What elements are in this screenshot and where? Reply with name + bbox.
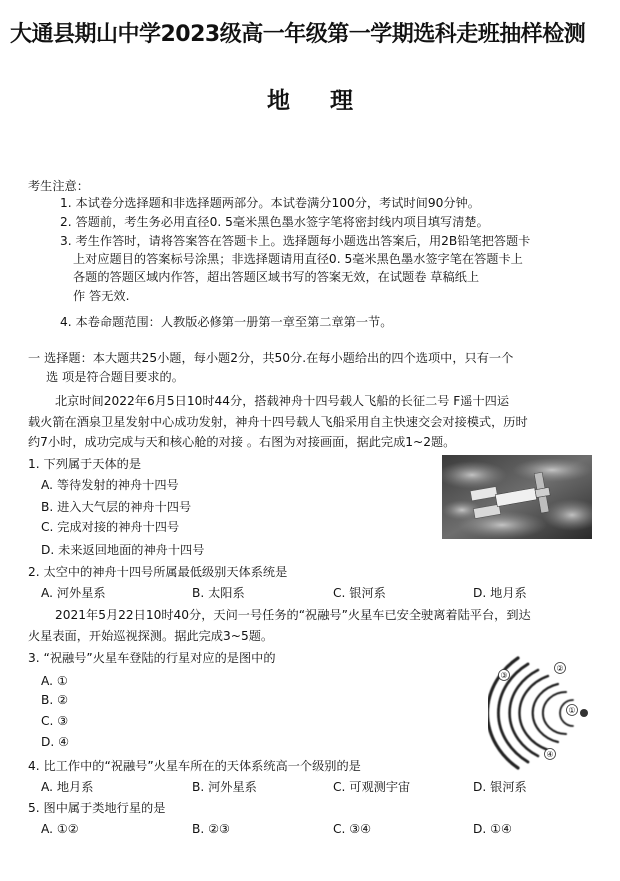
section-heading-cont: 选 项是符合题目要求的。 xyxy=(46,370,184,384)
orbit-label: ④ xyxy=(546,750,554,759)
solar-system-orbit-figure xyxy=(488,650,598,776)
question-stem: 4. 比工作中的“祝融号”火星车所在的天体系统高一个级别的是 xyxy=(28,759,361,773)
answer-option: A. 地月系 xyxy=(41,780,94,794)
orbit-label: ① xyxy=(568,706,576,715)
answer-option: D. 未来返回地面的神舟十四号 xyxy=(41,543,205,557)
notice-item: 各题的答题区域内作答，超出答题区域书写的答案无效，在试题卷 草稿纸上 xyxy=(73,270,480,284)
orbit-label: ③ xyxy=(500,671,508,680)
exam-title: 大通县期山中学2023级高一年级第一学期选科走班抽样检测 xyxy=(10,22,586,47)
answer-option: D. 地月系 xyxy=(473,586,527,600)
passage-line: 载火箭在酒泉卫星发射中心成功发射，神舟十四号载人飞船采用自主快速交会对接模式，历时 xyxy=(28,415,528,429)
answer-option: D. ①④ xyxy=(473,822,512,836)
docking-photo xyxy=(442,455,592,539)
answer-option: B. 太阳系 xyxy=(192,586,245,600)
answer-option: D. ④ xyxy=(41,735,70,749)
answer-option: C. ③ xyxy=(41,714,69,728)
sun-mark xyxy=(580,709,588,717)
question-stem: 3. “祝融号”火星车登陆的行星对应的是图中的 xyxy=(28,651,276,665)
answer-option: B. 河外星系 xyxy=(192,780,257,794)
notice-item: 上对应题目的答案标号涂黑；非选择题请用直径0. 5毫米黑色墨水签字笔在答题卡上 xyxy=(73,252,523,266)
passage-line: 约7小时，成功完成与天和核心舱的对接 。右图为对接画面，据此完成1~2题。 xyxy=(28,435,456,449)
notice-item: 3. 考生作答时，请将答案答在答题卡上。选择题每小题选出答案后，用2B铅笔把答题卡 xyxy=(60,234,531,248)
answer-option: C. 完成对接的神舟十四号 xyxy=(41,520,180,534)
question-stem: 2. 太空中的神舟十四号所属最低级别天体系统是 xyxy=(28,565,288,579)
notice-item: 4. 本卷命题范围：人教版必修第一册第一章至第二章第一节。 xyxy=(60,315,393,329)
answer-option: B. ②③ xyxy=(192,822,230,836)
notice-item: 作 答无效. xyxy=(73,289,130,303)
answer-option: A. 河外星系 xyxy=(41,586,106,600)
notice-heading: 考生注意： xyxy=(28,179,89,193)
orbit-label: ② xyxy=(556,664,564,673)
answer-option: B. 进入大气层的神舟十四号 xyxy=(41,500,192,514)
answer-option: B. ② xyxy=(41,693,69,707)
passage-line: 火星表面，开始巡视探测。据此完成3~5题。 xyxy=(28,629,274,643)
notice-item: 1. 本试卷分选择题和非选择题两部分。本试卷满分100分，考试时间90分钟。 xyxy=(60,196,480,210)
answer-option: C. 银河系 xyxy=(333,586,386,600)
question-stem: 5. 图中属于类地行星的是 xyxy=(28,801,166,815)
subject-title: 地理 xyxy=(267,88,393,114)
notice-item: 2. 答题前，考生务必用直径0. 5毫米黑色墨水签字笔将密封线内项目填写清楚。 xyxy=(60,215,489,229)
answer-option: A. ① xyxy=(41,674,68,688)
answer-option: D. 银河系 xyxy=(473,780,527,794)
question-stem: 1. 下列属于天体的是 xyxy=(28,457,142,471)
section-heading: 一 选择题：本大题共25小题，每小题2分，共50分.在每小题给出的四个选项中，只有一个 xyxy=(28,351,514,365)
passage-line: 2021年5月22日10时40分，天问一号任务的“祝融号”火星车已安全驶离着陆平台，到达 xyxy=(55,608,531,622)
answer-option: C. 可观测宇宙 xyxy=(333,780,411,794)
answer-option: A. 等待发射的神舟十四号 xyxy=(41,478,179,492)
passage-line: 北京时间2022年6月5日10时44分，搭载神舟十四号载人飞船的长征二号 F遥十四运 xyxy=(55,394,510,408)
answer-option: C. ③④ xyxy=(333,822,372,836)
answer-option: A. ①② xyxy=(41,822,79,836)
